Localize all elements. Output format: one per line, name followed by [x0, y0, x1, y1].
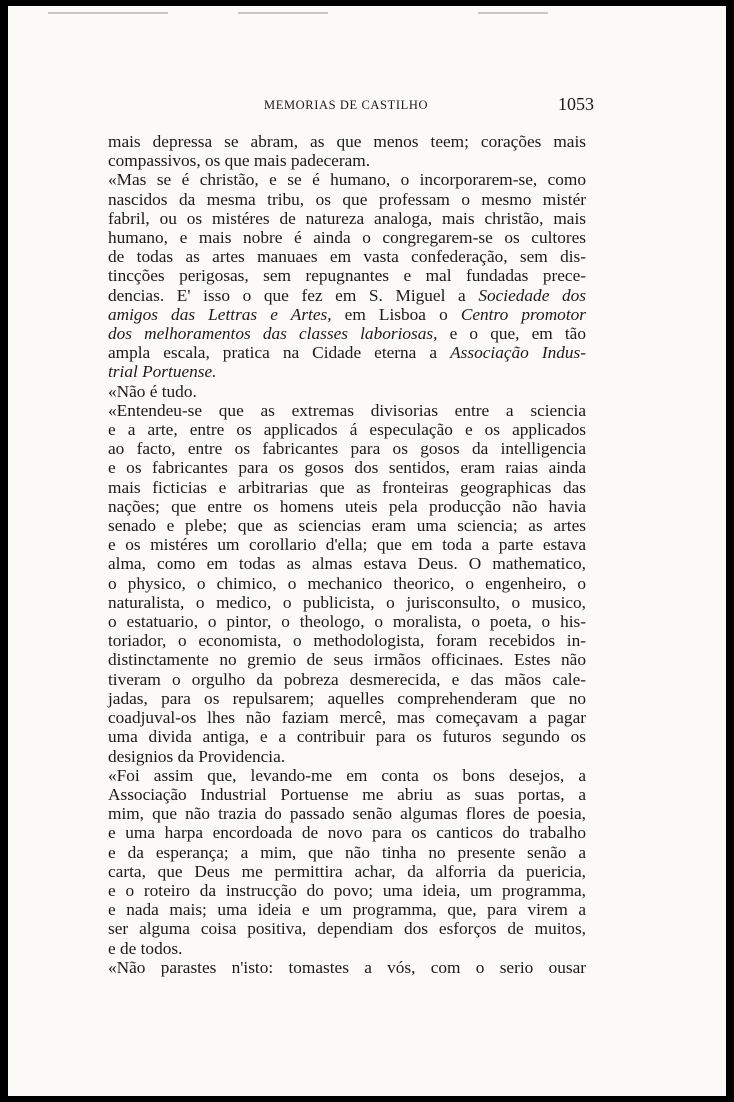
body-text [108, 132, 586, 977]
text-line: e os mistéres um corollario d'ella; que em toda a parte estava [108, 535, 586, 555]
text-line: o estatuario, o pintor, o theologo, o moralista, o poeta, o his- [108, 612, 586, 632]
text-line: «Foi assim que, levando-me em conta os bons desejos, a [108, 765, 586, 785]
text-line: ao facto, entre os fabricantes para os gosos da intelligencia [108, 439, 586, 459]
text-line: ampla escala, pratica na Cidade eterna a Associação Indus- [108, 343, 586, 363]
text-line: e da esperança; a mim, que não tinha no presente senão a [108, 842, 586, 862]
text-line: e uma harpa encordoada de novo para os canticos do trabalho [108, 823, 586, 843]
text-line: alma, como em todas as almas estava Deus. O mathematico, [108, 554, 586, 574]
text-line: senado e plebe; que as sciencias eram uma sciencia; as artes [108, 516, 586, 536]
text-line: e o roteiro da instrucção do povo; uma ideia, um programma, [108, 880, 586, 900]
page-number: 1053 [558, 94, 594, 114]
book-page [8, 6, 726, 1096]
text-line: mais ficticias e arbitrarias que as fronteiras geographicas das [108, 477, 586, 497]
italic-phrase: Associação Indus- [450, 343, 586, 363]
text-line: naturalista, o medico, o publicista, o jurisconsulto, o musico, [108, 592, 586, 612]
italic-phrase: Sociedade dos [478, 285, 586, 305]
text-line: dencias. E' isso o que fez em S. Miguel a Sociedade dos [108, 285, 586, 305]
text-line: humano, e mais nobre é ainda o congregarem-se os cultores [108, 228, 586, 248]
text-line: jadas, para os repulsarem; aquelles comprehenderam que no [108, 688, 586, 708]
italic-phrase: trial Portuense. [108, 362, 217, 382]
text-line: nações; que entre os homens uteis pela producção não havia [108, 496, 586, 516]
text-line [108, 362, 586, 381]
text-line: dos melhoramentos das classes laboriosas, e o que, em tão [108, 324, 586, 344]
italic-phrase: Centro promotor [460, 304, 586, 324]
text-line: uma divida antiga, e a contribuir para os futuros segundo os [108, 727, 586, 747]
text-line: coadjuval-os lhes não faziam mercê, mas começavam a pagar [108, 708, 586, 728]
page-header [108, 94, 594, 118]
text-line: toriador, o economista, o methodologista, foram recebidos in- [108, 631, 586, 651]
text-line: tincções perigosas, sem repugnantes e mal fundadas prece- [108, 266, 586, 286]
text-line: carta, que Deus me permittira achar, da alforria da puericia, [108, 861, 586, 881]
text-line: mim, que não trazia do passado senão algumas flores de poesia, [108, 804, 586, 824]
text-line: amigos das Lettras e Artes, em Lisboa o Centro promotor [108, 304, 586, 324]
text-line: designios da Providencia. [108, 746, 286, 766]
text-line: e de todos. [108, 938, 183, 958]
text-line: compassivos, os que mais padeceram. [108, 151, 371, 171]
text-line: «Não é tudo. [108, 381, 197, 401]
text-line: e a arte, entre os applicados á especulação e os applicados [108, 420, 586, 440]
print-speck [478, 12, 548, 14]
text-line: mais depressa se abram, as que menos teem; corações mais [108, 132, 586, 151]
text-line: «Mas se é christão, e se é humano, o incorporarem-se, como [108, 170, 586, 190]
text-line: ser alguma coisa positiva, dependiam dos esforços de muitos, [108, 919, 586, 939]
text-line: de todas as artes manuaes em vasta confederação, sem dis- [108, 247, 586, 267]
running-title: MEMORIAS DE CASTILHO [264, 98, 429, 112]
text-line: «Entendeu-se que as extremas divisorias entre a sciencia [108, 400, 586, 420]
text-line: e nada mais; uma ideia e um programma, que, para virem a [108, 900, 586, 920]
text-line: Associação Industrial Portuense me abriu as suas portas, a [108, 784, 586, 804]
print-speck [238, 12, 328, 14]
text-line: distinctamente no gremio de seus irmãos officinaes. Estes não [108, 650, 586, 670]
text-line: o physico, o chimico, o mechanico theorico, o engenheiro, o [108, 573, 586, 593]
text-line: e os fabricantes para os gosos dos sentidos, eram raias ainda [108, 458, 586, 478]
text-line: «Não parastes n'isto: tomastes a vós, com o serio ousar [108, 957, 586, 977]
italic-phrase: dos melhoramentos das classes laboriosas, [108, 324, 438, 344]
text-line: tiveram o orgulho da pobreza desmerecida, e das mãos cale- [108, 669, 586, 689]
text-line: nascidos da mesma tribu, os que professam o mesmo mistér [108, 189, 586, 209]
italic-phrase: amigos das Lettras e Artes, [108, 304, 332, 324]
text-line: fabril, ou os mistéres de natureza analoga, mais christão, mais [108, 208, 586, 228]
print-speck [48, 12, 168, 14]
